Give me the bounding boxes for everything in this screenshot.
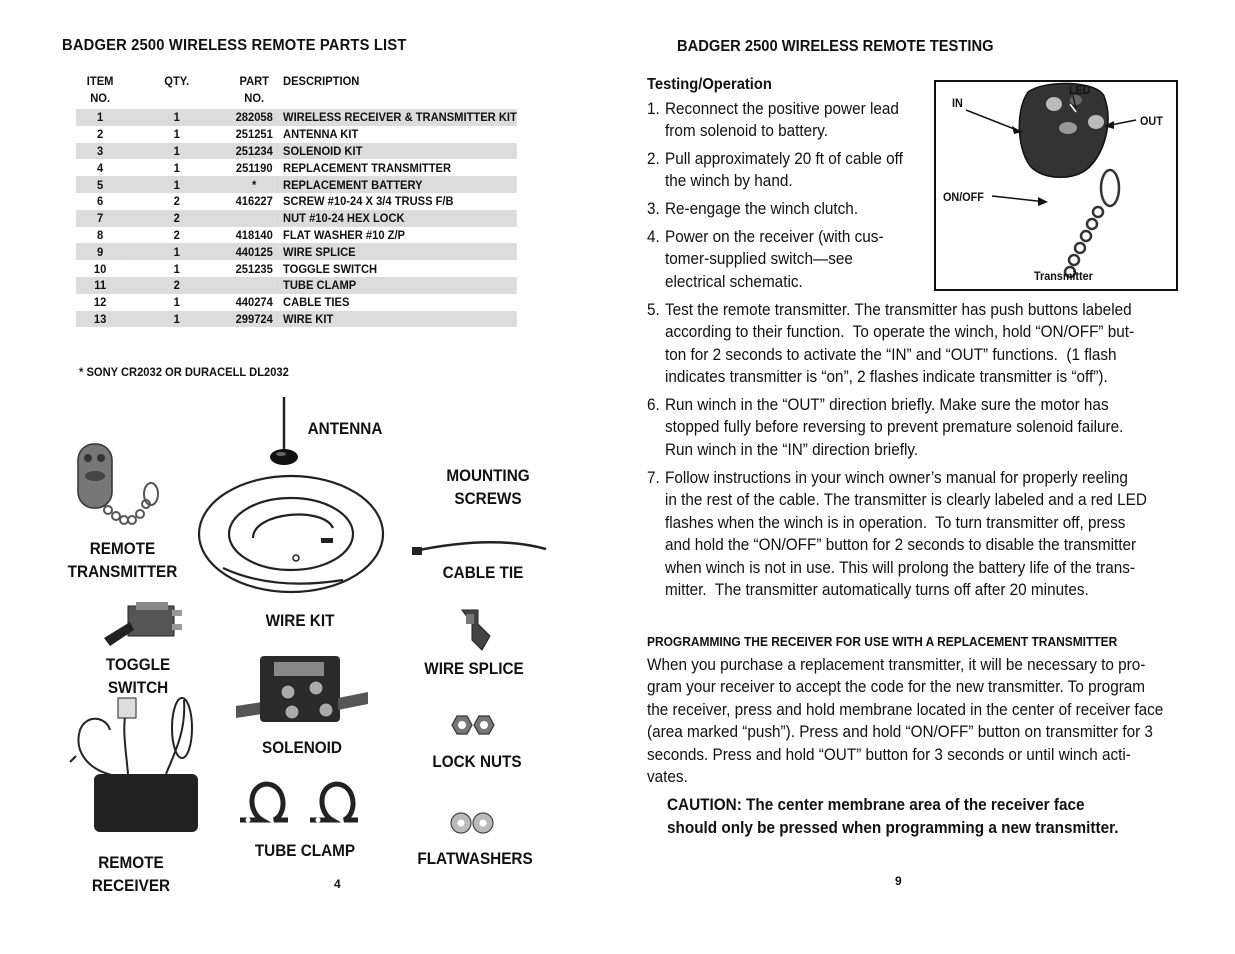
- col-item-header: ITEM NO.: [86, 74, 114, 105]
- cell-part-no: [229, 210, 279, 227]
- table-row: [76, 243, 517, 260]
- cell-part-no: 440125: [229, 243, 279, 260]
- cell-description: ANTENNA KIT: [283, 127, 359, 142]
- programming-body: When you purchase a replacement transmitter, it will be necessary to pro- gram your receiver to accept the code for the new transmitter. To program the receiver, press and hold membrane located in the center of receiver face (area marked “push”). Press and hold “ON/OFF” button on transmitter for 3 seconds. Press and hold “OUT” button for 3 seconds or until winch acti- vates.: [647, 655, 1164, 787]
- lock-nuts-label: LOCK NUTS: [432, 752, 522, 771]
- cell-qty: 2: [124, 210, 229, 227]
- remote-transmitter-label: REMOTE TRANSMITTER: [67, 539, 178, 581]
- figure-label-transmitter: Transmitter: [1034, 269, 1093, 283]
- cell-item-no: 11: [76, 277, 124, 294]
- cell-description: NUT #10-24 HEX LOCK: [279, 210, 516, 227]
- cell-description: REPLACEMENT BATTERY: [279, 176, 516, 193]
- table-row: [76, 227, 517, 244]
- step-number: 1.: [647, 99, 660, 118]
- cell-description: WIRELESS RECEIVER & TRANSMITTER KIT: [279, 109, 516, 126]
- antenna-label: ANTENNA: [307, 419, 383, 438]
- cell-part-no: 418140: [235, 227, 273, 242]
- table-row: [76, 143, 517, 160]
- table-row: [76, 159, 517, 176]
- flatwashers-image: [448, 810, 496, 836]
- cell-item-no: 12: [93, 295, 107, 310]
- cell-part-no: 251251: [235, 127, 273, 142]
- step-text: Power on the receiver (with cus- tomer-supplied switch—see electrical schematic.: [665, 227, 884, 291]
- cell-item-no: 8: [97, 227, 104, 242]
- cell-item-no: 9: [76, 243, 124, 260]
- table-row: [76, 277, 517, 294]
- step-text: Reconnect the positive power lead from solenoid to battery.: [665, 99, 899, 141]
- cell-part-no: *: [229, 176, 279, 193]
- solenoid-image: [232, 648, 372, 734]
- cell-part-no: 251190: [235, 160, 273, 175]
- transmitter-figure: [934, 80, 1178, 291]
- remote-receiver-image: [66, 690, 216, 840]
- table-row: [76, 210, 517, 227]
- lock-nuts-image: [448, 712, 498, 738]
- testing-title: BADGER 2500 WIRELESS REMOTE TESTING: [677, 38, 994, 55]
- tube-clamp-label: TUBE CLAMP: [254, 841, 356, 860]
- left-page-number: 4: [334, 877, 341, 891]
- step-text: Follow instructions in your winch owner’s manual for properly reeling in the rest of the cable. The transmitter is clearly labeled and a red LED flashes when the winch is in operation. To turn transmitter off, press and hold the “ON/OFF” button for 2 seconds to disable the transmitter when winch is not in use. This will prolong the battery life of the trans- mitter. The transmitter automatically turns off after 20 minutes.: [665, 468, 1147, 600]
- table-row: [76, 109, 517, 126]
- cable-tie-image: [412, 535, 548, 559]
- cell-qty: 1: [124, 143, 229, 160]
- cell-qty: 1: [173, 127, 180, 142]
- step-text: Pull approximately 20 ft of cable off the winch by hand.: [665, 149, 903, 191]
- step-number: 4.: [647, 227, 660, 246]
- remote-receiver-label: REMOTE RECEIVER: [91, 853, 171, 895]
- step-number: 5.: [647, 300, 660, 319]
- toggle-switch-label: TOGGLE SWITCH: [105, 655, 171, 697]
- step-number: 7.: [647, 468, 660, 487]
- cell-part-no: [229, 277, 279, 294]
- flatwashers-label: FLATWASHERS: [417, 849, 533, 868]
- cell-part-no: 282058: [229, 109, 279, 126]
- cell-qty: 2: [173, 227, 180, 242]
- figure-label-on-off: ON/OFF: [943, 190, 984, 204]
- antenna-image: [262, 395, 306, 470]
- table-row: [76, 294, 517, 311]
- table-row: [76, 126, 517, 143]
- col-part-header: PART NO.: [239, 74, 270, 105]
- mounting-screws-label: MOUNTING SCREWS: [446, 466, 530, 508]
- cell-item-no: 7: [76, 210, 124, 227]
- wire-splice-label: WIRE SPLICE: [424, 659, 524, 678]
- cell-description: TUBE CLAMP: [279, 277, 516, 294]
- cell-qty: 1: [124, 109, 229, 126]
- cell-part-no: 251235: [235, 261, 273, 276]
- col-qty-header: QTY.: [164, 74, 190, 88]
- cell-part-no: 440274: [235, 295, 273, 310]
- table-header-row: [76, 73, 517, 109]
- cell-item-no: 2: [97, 127, 104, 142]
- cell-qty: 2: [173, 194, 180, 209]
- cell-item-no: 1: [76, 109, 124, 126]
- step-number: 2.: [647, 149, 660, 168]
- cell-qty: 1: [124, 243, 229, 260]
- step-text: Re-engage the winch clutch.: [665, 199, 859, 218]
- cell-item-no: 6: [97, 194, 104, 209]
- cell-item-no: 3: [76, 143, 124, 160]
- programming-heading: PROGRAMMING THE RECEIVER FOR USE WITH A REPLACEMENT TRANSMITTER: [647, 634, 1118, 649]
- figure-label-led: LED: [1069, 83, 1091, 97]
- cable-tie-label: CABLE TIE: [442, 563, 524, 582]
- tube-clamp-image: [234, 778, 374, 830]
- toggle-switch-image: [100, 598, 186, 650]
- cell-part-no: 299724: [229, 311, 279, 328]
- cell-description: SCREW #10-24 X 3/4 TRUSS F/B: [283, 194, 454, 209]
- cell-qty: 1: [124, 311, 229, 328]
- step-text: Test the remote transmitter. The transmitter has push buttons labeled according to their function. To operate the winch, hold “ON/OFF” but- ton for 2 seconds to activate the “IN” and “OUT” functions. (1 flash indicates transmitter is “on”, 2 flashes indicate transmitter is “off”).: [665, 300, 1135, 387]
- battery-footnote: * SONY CR2032 OR DURACELL DL2032: [79, 365, 289, 379]
- table-row: [76, 176, 517, 193]
- wire-kit-image: [193, 472, 389, 612]
- testing-subtitle: Testing/Operation: [647, 76, 772, 93]
- cell-item-no: 5: [76, 176, 124, 193]
- wire-kit-label: WIRE KIT: [265, 611, 335, 630]
- cell-description: REPLACEMENT TRANSMITTER: [283, 160, 452, 175]
- step-text: Run winch in the “OUT” direction briefly. Make sure the motor has stopped fully before reversing to prevent premature solenoid failure. Run winch in the “IN” direction briefly.: [665, 395, 1124, 459]
- cell-description: WIRE KIT: [279, 311, 516, 328]
- cell-qty: 1: [173, 295, 180, 310]
- caution-note: CAUTION: The center membrane area of the receiver face should only be pressed when programming a new transmitter.: [667, 795, 1119, 837]
- cell-description: TOGGLE SWITCH: [283, 261, 378, 276]
- cell-description: CABLE TIES: [283, 295, 350, 310]
- step-number: 3.: [647, 199, 660, 218]
- cell-description: FLAT WASHER #10 Z/P: [283, 227, 406, 242]
- figure-label-in: IN: [952, 96, 963, 110]
- col-description-header: DESCRIPTION: [283, 74, 360, 88]
- table-row: [76, 193, 517, 210]
- cell-item-no: 13: [76, 311, 124, 328]
- cell-item-no: 10: [93, 261, 107, 276]
- solenoid-label: SOLENOID: [262, 738, 342, 757]
- remote-transmitter-image: [74, 440, 166, 532]
- cell-qty: 1: [124, 176, 229, 193]
- step-number: 6.: [647, 395, 660, 414]
- cell-description: SOLENOID KIT: [279, 143, 516, 160]
- cell-qty: 1: [173, 160, 180, 175]
- table-row: [76, 260, 517, 277]
- cell-qty: 2: [124, 277, 229, 294]
- parts-table: [76, 73, 517, 327]
- figure-label-out: OUT: [1140, 114, 1163, 128]
- cell-item-no: 4: [97, 160, 104, 175]
- table-row: [76, 311, 517, 328]
- cell-part-no: 416227: [235, 194, 273, 209]
- cell-description: WIRE SPLICE: [279, 243, 516, 260]
- right-page-number: 9: [895, 874, 902, 888]
- cell-part-no: 251234: [229, 143, 279, 160]
- cell-qty: 1: [173, 261, 180, 276]
- wire-splice-image: [452, 606, 502, 656]
- parts-list-title: BADGER 2500 WIRELESS REMOTE PARTS LIST: [62, 37, 407, 54]
